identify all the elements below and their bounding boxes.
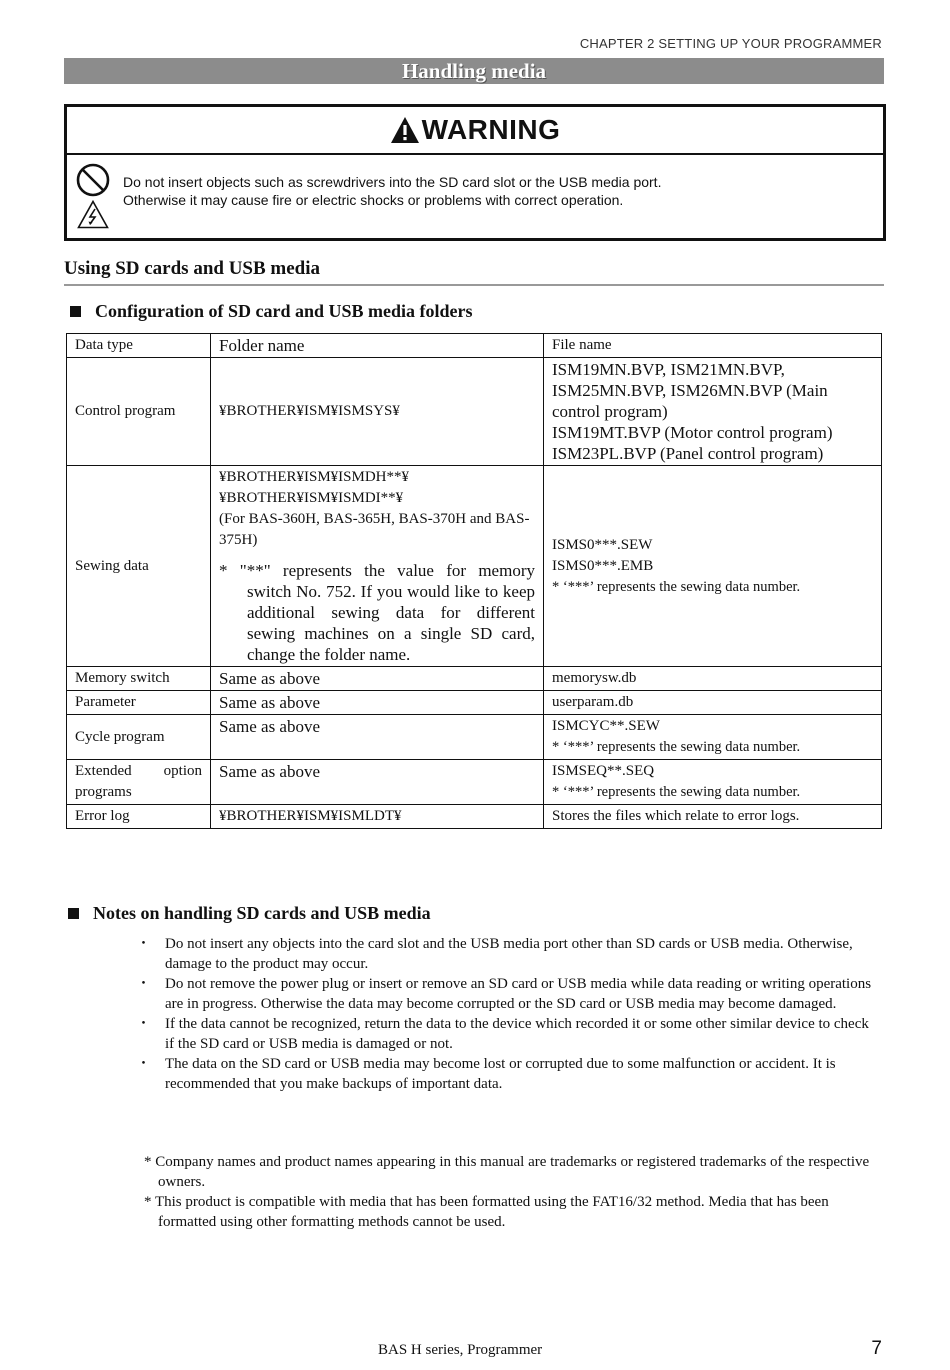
folder-note: * "**" represents the value for memory switch No. 752. If you would like to keep additional sewing data for different sewing machines on a single SD card, change the folder name. [219, 561, 535, 664]
row-file [544, 715, 882, 760]
warning-title: WARNING [421, 114, 561, 145]
row-folder: ¥BROTHER¥ISM¥ISMLDT¥ [211, 805, 544, 829]
square-bullet-icon [68, 908, 79, 919]
table-row [67, 466, 882, 667]
footnotes [144, 1152, 874, 1232]
row-file: memorysw.db [544, 667, 882, 691]
row-type: Extended option programs [67, 760, 211, 805]
row-type: Cycle program [67, 715, 211, 760]
list-item: ・ If the data cannot be recognized, return the data to the device which recorded it or some other similar device to check if the SD card or USB media is damaged or not. [136, 1016, 869, 1052]
row-type: Error log [67, 805, 211, 829]
row-file [544, 760, 882, 805]
list-item: ・ The data on the SD card or USB media may become lost or corrupted due to some malfunction or accident. It is recommended that you make backups of important data. [136, 1056, 836, 1092]
notes-subtitle [68, 903, 431, 924]
file-line: ISMS0***.SEW [552, 536, 653, 553]
row-folder: Same as above [211, 667, 544, 691]
prohibited-icon [76, 163, 110, 197]
row-folder [211, 466, 544, 667]
file-note: * ‘***’ represents the sewing data number. [552, 784, 801, 800]
file-line: ISM23PL.BVP (Panel control program) [552, 444, 824, 463]
table-row [67, 760, 882, 805]
bullet: ・ [136, 976, 152, 992]
config-subtitle-text: Configuration of SD card and USB media folders [95, 301, 473, 321]
file-line: ISM19MT.BVP (Motor control program) [552, 423, 833, 442]
file-line: ISM19MN.BVP, ISM21MN.BVP, [552, 360, 785, 379]
header-data-type: Data type [67, 334, 211, 358]
warning-line-2: Otherwise it may cause fire or electric shocks or problems with correct operation. [123, 192, 624, 208]
file-line: ISM25MN.BVP, ISM26MN.BVP (Main control program) [552, 381, 828, 421]
list-item: ・ Do not insert any objects into the card slot and the USB media port other than SD cards or USB media. Otherwise, damage to the product may occur. [136, 936, 853, 972]
warning-body [67, 155, 883, 237]
row-folder: Same as above [211, 691, 544, 715]
row-folder: ¥BROTHER¥ISM¥ISMSYS¥ [211, 358, 544, 466]
chapter-heading: CHAPTER 2 SETTING UP YOUR PROGRAMMER [579, 36, 882, 51]
row-type: Memory switch [67, 667, 211, 691]
page-title: Handling media [64, 58, 884, 84]
warning-line-1: Do not insert objects such as screwdrivers into the SD card slot or the USB media port. [123, 174, 662, 190]
row-file: Stores the files which relate to error logs. [544, 805, 882, 829]
row-type: Control program [67, 358, 211, 466]
warning-text [123, 173, 661, 209]
file-line: ISMCYC**.SEW [552, 718, 660, 734]
notes-subtitle-text: Notes on handling SD cards and USB media [93, 903, 431, 923]
file-note: * ‘***’ represents the sewing data number. [552, 739, 801, 755]
warning-header [67, 107, 883, 155]
header-folder-name: Folder name [211, 334, 544, 358]
notes-list [136, 934, 876, 1094]
row-folder: Same as above [211, 715, 544, 760]
row-files [544, 466, 882, 667]
folder-line: ¥BROTHER¥ISM¥ISMDI**¥ [219, 490, 404, 506]
row-file: userparam.db [544, 691, 882, 715]
file-note: * ‘***’ represents the sewing data number. [552, 578, 801, 595]
bullet: ・ [136, 936, 152, 952]
table-row [67, 715, 882, 760]
table-row [67, 691, 882, 715]
file-line: ISMS0***.EMB [552, 557, 654, 574]
row-folder: Same as above [211, 760, 544, 805]
square-bullet-icon [70, 306, 81, 317]
footnote: * Company names and product names appearing in this manual are trademarks or registered trademarks of the respective owners. [144, 1154, 870, 1190]
table-header-row [67, 334, 882, 358]
folder-line: ¥BROTHER¥ISM¥ISMDH**¥ [219, 469, 410, 485]
table-row [67, 805, 882, 829]
row-files [544, 358, 882, 466]
config-subtitle [70, 301, 473, 322]
footnote: * This product is compatible with media that has been formatted using the FAT16/32 method. Media that has been formatted using other formatting methods cannot be used. [144, 1194, 829, 1230]
table-row [67, 667, 882, 691]
row-type: Sewing data [67, 466, 211, 667]
config-table [66, 333, 882, 829]
row-type: Parameter [67, 691, 211, 715]
table-row [67, 358, 882, 466]
bullet: ・ [136, 1056, 152, 1072]
bullet: ・ [136, 1016, 152, 1032]
page-number: 7 [871, 1338, 882, 1359]
folder-line: (For BAS-360H, BAS-365H, BAS-370H and BAS-375H) [219, 511, 530, 548]
warning-box [64, 104, 886, 241]
section-title: Using SD cards and USB media [64, 258, 884, 286]
warning-triangle-icon [390, 116, 420, 144]
electric-shock-icon [77, 200, 109, 229]
file-line: ISMSEQ**.SEQ [552, 763, 655, 779]
list-item: ・ Do not remove the power plug or insert or remove an SD card or USB media while data reading or writing operations are in progress. Otherwise the data may become corrupted or the SD card or USB media may become damaged. [136, 976, 872, 1012]
header-file-name: File name [544, 334, 882, 358]
footer-text: BAS H series, Programmer [378, 1342, 543, 1358]
